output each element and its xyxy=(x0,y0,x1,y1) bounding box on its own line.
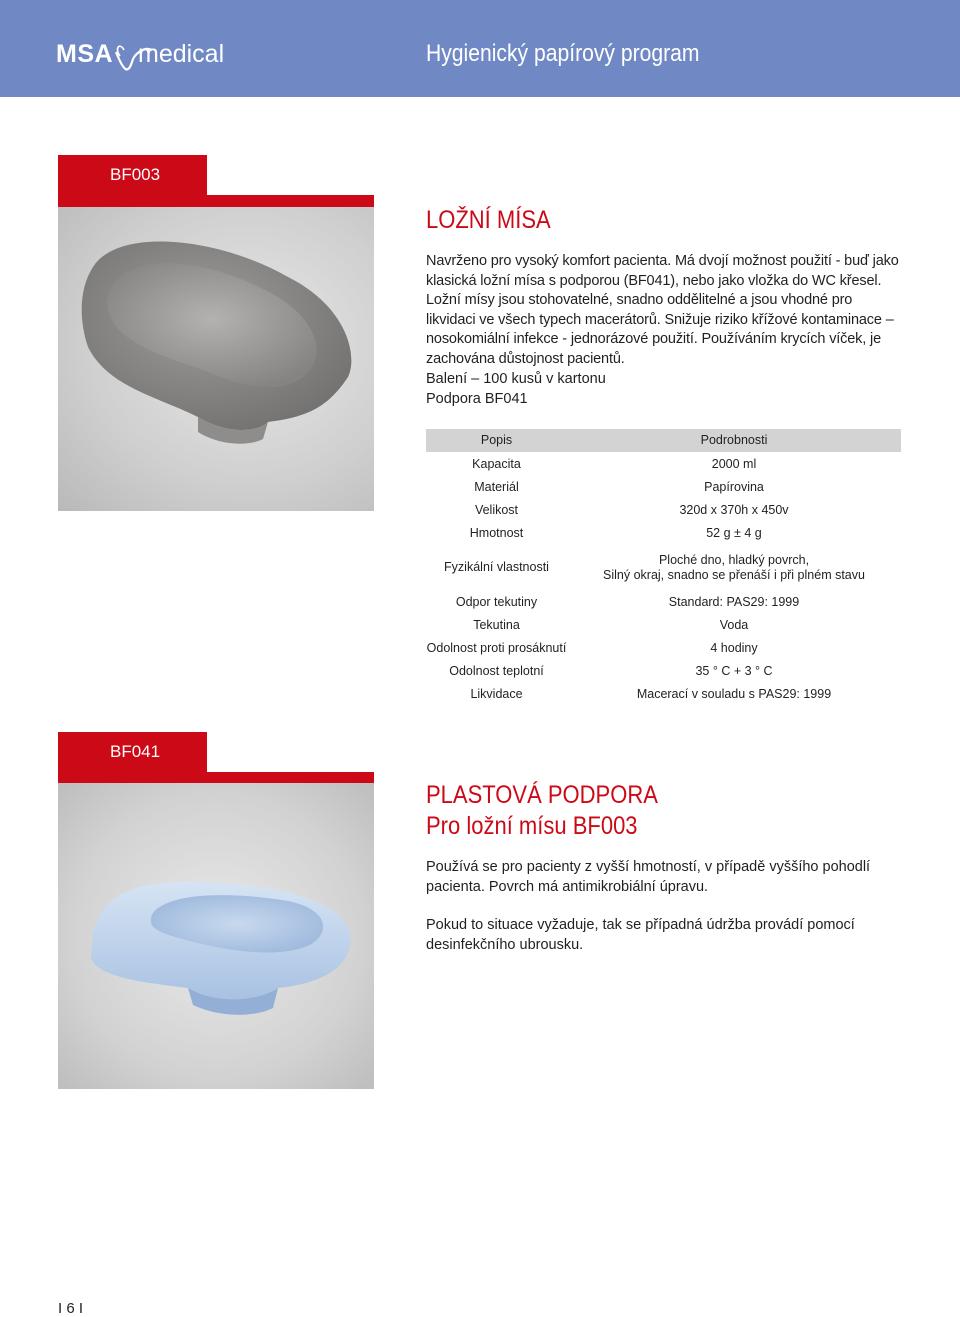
table-cell: Odpor tekutiny xyxy=(455,595,538,609)
table-cell: Papírovina xyxy=(704,480,764,494)
table-cell: 2000 ml xyxy=(711,457,757,471)
table-cell: Materiál xyxy=(474,480,519,494)
table-cell: Tekutina xyxy=(473,618,520,632)
table-cell: Standard: PAS29: 1999 xyxy=(668,595,800,609)
msa-medical-logo xyxy=(56,36,246,76)
product-title: LOŽNÍ MÍSA xyxy=(426,206,551,234)
product-description: Používá se pro pacienty z vyšší hmotností, v případě vyššího pohodlí pacienta. Povrch má antimikrobiální úpravu. xyxy=(426,859,871,895)
table-header-cell: Podrobnosti xyxy=(700,433,768,447)
packaging-info: Balení – 100 kusů v kartonu xyxy=(426,371,606,387)
red-divider-bar xyxy=(58,195,374,207)
table-cell: Hmotnost xyxy=(469,526,524,540)
table-header-cell: Popis xyxy=(480,433,513,447)
table-cell: 52 g ± 4 g xyxy=(706,526,762,540)
table-cell: Kapacita xyxy=(472,457,521,471)
table-cell: Ploché dno, hladký povrch, Silný okraj, snadno se přenáší i při plném stavu xyxy=(603,553,865,582)
logo-medical-text: medical xyxy=(138,40,225,68)
table-cell: 4 hodiny xyxy=(710,641,758,655)
page-number: I 6 I xyxy=(58,1300,84,1317)
support-info: Podpora BF041 xyxy=(426,391,528,407)
bedpan-photo xyxy=(58,207,374,511)
page-title: Hygienický papírový program xyxy=(426,40,700,67)
table-cell: 35 ° C + 3 ° C xyxy=(695,664,773,678)
table-cell: 320d x 370h x 450v xyxy=(679,503,789,517)
table-cell: Macerací v souladu s PAS29: 1999 xyxy=(636,687,832,701)
product-code-tab-bf041: BF041 xyxy=(58,732,207,772)
product-title: PLASTOVÁ PODPORA xyxy=(426,781,658,809)
table-cell: Odolnost proti prosáknutí xyxy=(426,641,567,655)
product-code-tab-bf003: BF003 xyxy=(58,155,207,195)
product-description: Navrženo pro vysoký komfort pacienta. Má dvojí možnost použití - buď jako klasická ložní mísa s podporou (BF041), nebo jako vložka do WC křesel. Ložní mísy jsou stohovatelné, snadno oddělitelné a jsou vhodné pro likvidaci ve všech typech macerátorů. Snižuje riziko křížové kontaminace – nosokomiální infekce - jednorázové použití. Používáním krycích víček, je zachována důstojnost pacientů. xyxy=(426,253,899,367)
page-header xyxy=(0,0,960,97)
product-subtitle: Pro ložní mísu BF003 xyxy=(426,812,638,840)
logo-msa-text: MSA xyxy=(56,40,114,68)
table-cell: Velikost xyxy=(474,503,519,517)
support-photo xyxy=(58,783,374,1089)
plastic-support-image xyxy=(58,783,374,1089)
paper-bedpan-image xyxy=(58,207,374,511)
table-cell: Likvidace xyxy=(470,687,523,701)
maintenance-info: Pokud to situace vyžaduje, tak se případná údržba provádí pomocí desinfekčního ubrousku. xyxy=(426,917,855,953)
table-cell: Odolnost teplotní xyxy=(449,664,544,678)
table-cell: Fyzikální vlastnosti xyxy=(444,560,549,574)
table-cell: Voda xyxy=(719,618,749,632)
